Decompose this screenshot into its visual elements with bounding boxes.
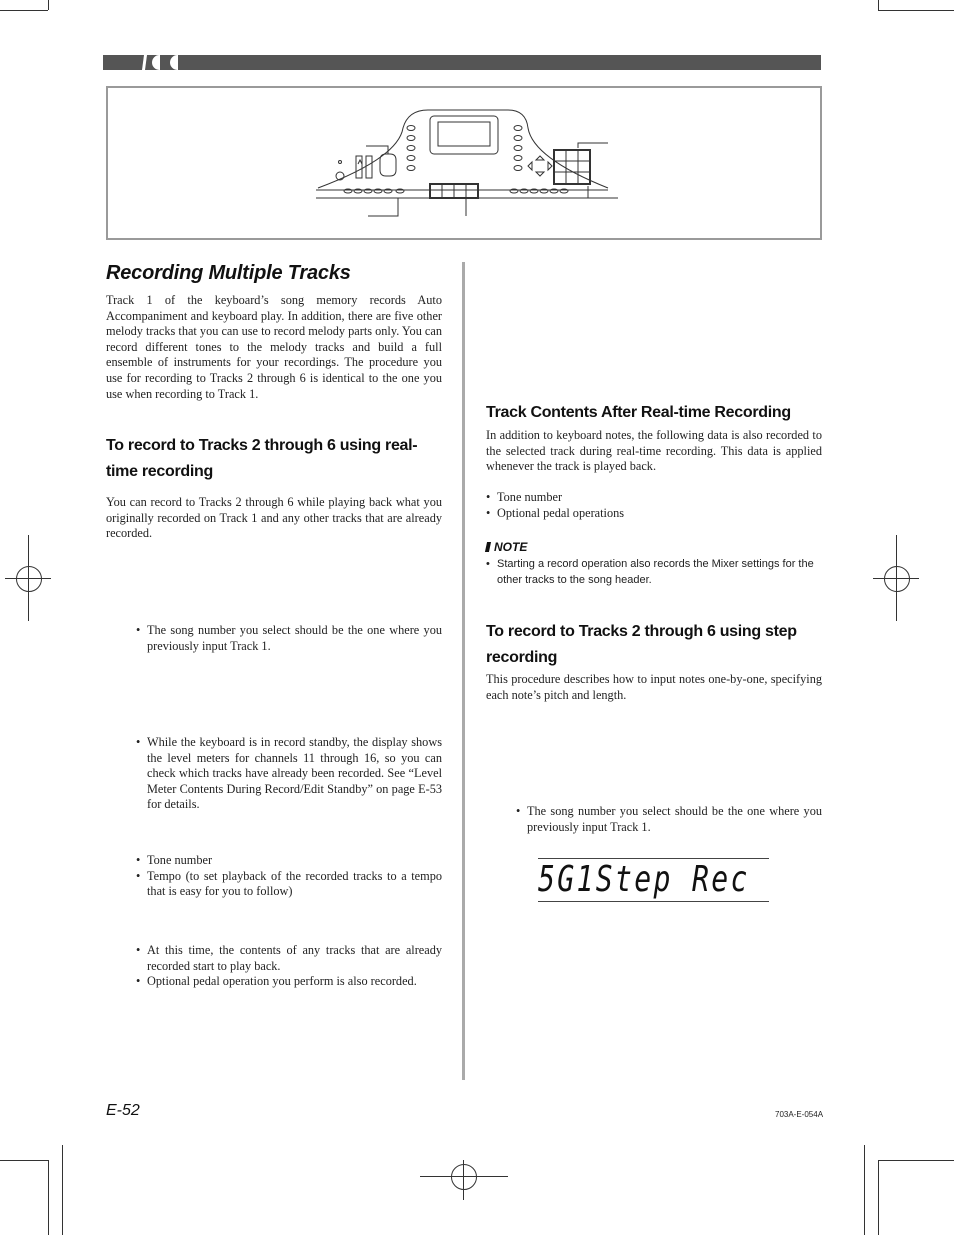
registration-mark — [28, 535, 29, 621]
list-item: • Starting a record operation also records the Mixer settings for the other tracks to the song header. — [486, 557, 822, 588]
step-recording-bullets — [516, 804, 822, 835]
realtime-recording-heading: To record to Tracks 2 through 6 using real-time recording — [106, 437, 418, 480]
registration-mark — [451, 1164, 477, 1190]
list-item: • The song number you select should be the one where you previously input Track 1. — [136, 623, 442, 654]
crop-mark — [62, 1145, 63, 1235]
track-contents-paragraph: In addition to keyboard notes, the following data is also recorded to the selected track during real-time recording. This data is applied whenever the track is played back. — [486, 428, 822, 474]
registration-mark — [420, 1176, 508, 1177]
list-item: • Tempo (to set playback of the recorded tracks to a tempo that is easy for you to follow) — [136, 869, 442, 900]
keyboard-panel-figure — [106, 86, 822, 240]
lcd-display — [538, 858, 769, 902]
keyboard-panel-illustration — [108, 88, 820, 238]
crop-mark — [864, 1145, 865, 1235]
registration-mark — [896, 535, 897, 621]
crop-mark — [878, 0, 879, 10]
track-contents-bullets — [486, 490, 822, 521]
step-recording-heading: To record to Tracks 2 through 6 using step recording — [486, 623, 797, 666]
track-contents-heading: Track Contents After Real-time Recording — [486, 404, 791, 421]
list-item: • The song number you select should be the one where you previously input Track 1. — [516, 804, 822, 835]
crop-mark — [0, 1160, 48, 1161]
list-item: • Tone number — [136, 853, 442, 869]
chapter-header-bar — [103, 55, 821, 70]
page-number: E-52 — [106, 1102, 140, 1119]
crop-mark — [48, 1160, 49, 1235]
step-bullets-song-number — [136, 623, 442, 654]
lcd-display-text: 5G1Step Rec — [538, 859, 750, 900]
step-bullets-settings — [136, 853, 442, 900]
crop-mark — [878, 1160, 879, 1235]
header-bar-notch — [152, 55, 160, 70]
list-item: • Optional pedal operations — [486, 506, 822, 522]
crop-mark — [878, 1160, 954, 1161]
list-item: • Optional pedal operation you perform is also recorded. — [136, 974, 442, 990]
document-code: 703A-E-054A — [775, 1110, 824, 1119]
list-item: • At this time, the contents of any tracks that are already recorded start to play back. — [136, 943, 442, 974]
section-title: Recording Multiple Tracks — [106, 262, 351, 284]
column-divider — [462, 262, 465, 1080]
step-bullets-playback — [136, 943, 442, 990]
note-heading — [486, 540, 527, 554]
registration-mark — [16, 566, 42, 592]
registration-mark — [884, 566, 910, 592]
crop-mark — [0, 10, 48, 11]
step-bullets-level-meters — [136, 735, 442, 813]
note-icon — [485, 542, 491, 552]
realtime-intro-paragraph: You can record to Tracks 2 through 6 while playing back what you originally recorded on Track 1 and any other tracks that are already recorded. — [106, 495, 442, 541]
list-item: • While the keyboard is in record standby, the display shows the level meters for channels 11 through 16, so you can check which tracks have already been recorded. See “Level Meter Contents During Record/Edit Standby” on page E-53 for details. — [136, 735, 442, 813]
registration-mark — [463, 1160, 464, 1200]
header-bar-notch — [170, 55, 178, 70]
step-recording-paragraph: This procedure describes how to input notes one-by-one, specifying each note’s pitch and length. — [486, 672, 822, 702]
note-label: NOTE — [494, 540, 528, 554]
intro-paragraph: Track 1 of the keyboard’s song memory records Auto Accompaniment and keyboard play. In addition, there are five other melody tracks that you can use to record melody parts only. You can record different tones to the melody tracks and build a full ensemble of instruments for your recordings. The procedure you use for recording to Tracks 2 through 6 is identical to the one you use when recording to Track 1. — [106, 293, 442, 401]
note-list — [486, 557, 822, 588]
crop-mark — [48, 0, 49, 10]
list-item: • Tone number — [486, 490, 822, 506]
crop-mark — [878, 10, 954, 11]
